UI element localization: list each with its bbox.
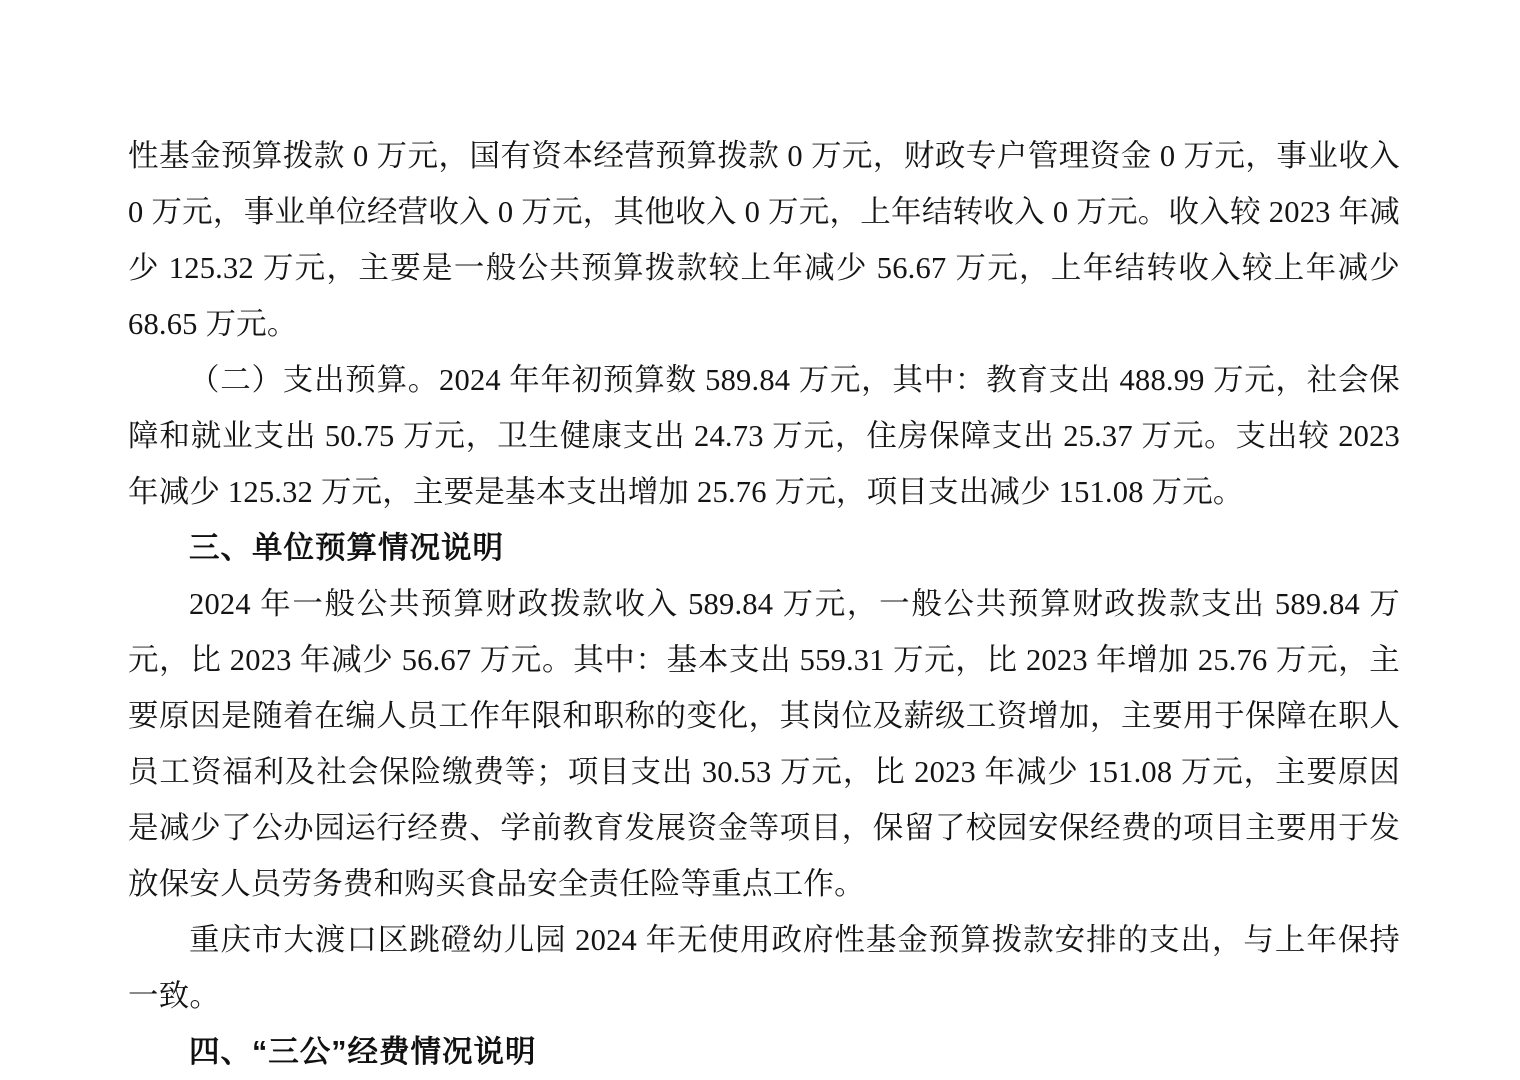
section-heading-three: 三、单位预算情况说明 [189,531,504,565]
paragraph-block [128,912,1400,1024]
paragraph-block [128,128,1400,352]
paragraph-block [128,352,1400,520]
section-heading-four: 四、“三公”经费情况说明 [189,1035,537,1069]
paragraph-expenditure-budget: （二）支出预算。2024 年年初预算数 589.84 万元，其中：教育支出 488.99 万元，社会保障和就业支出 50.75 万元，卫生健康支出 24.73 万元，住房保障支出 25.37 万元。支出较 2023 年减少 125.32 万元，主要是基本支出增加 25.76 万元，项目支出减少 151.08 万元。 [128,363,1400,509]
paragraph-government-fund-note: 重庆市大渡口区跳磴幼儿园 2024 年无使用政府性基金预算拨款安排的支出，与上年保持一致。 [128,923,1400,1013]
paragraph-unit-budget-explanation: 2024 年一般公共预算财政拨款收入 589.84 万元，一般公共预算财政拨款支出 589.84 万元，比 2023 年减少 56.67 万元。其中：基本支出 559.31 万元，比 2023 年增加 25.76 万元，主要原因是随着在编人员工作年限和职称的变化，其岗位及薪级工资增加，主要用于保障在职人员工资福利及社会保险缴费等；项目支出 30.53 万元，比 2023 年减少 151.08 万元，主要原因是减少了公办园运行经费、学前教育发展资金等项目，保留了校园安保经费的项目主要用于发放保安人员劳务费和购买食品安全责任险等重点工作。 [128,587,1400,901]
heading-block [128,520,1400,576]
document-body [128,128,1400,1080]
paragraph-block [128,576,1400,912]
paragraph-revenue-continuation: 性基金预算拨款 0 万元，国有资本经营预算拨款 0 万元，财政专户管理资金 0 万元，事业收入 0 万元，事业单位经营收入 0 万元，其他收入 0 万元，上年结转收入 0 万元。收入较 2023 年减少 125.32 万元，主要是一般公共预算拨款较上年减少 56.67 万元，上年结转收入较上年减少 68.65 万元。 [128,139,1400,341]
heading-block [128,1024,1400,1080]
